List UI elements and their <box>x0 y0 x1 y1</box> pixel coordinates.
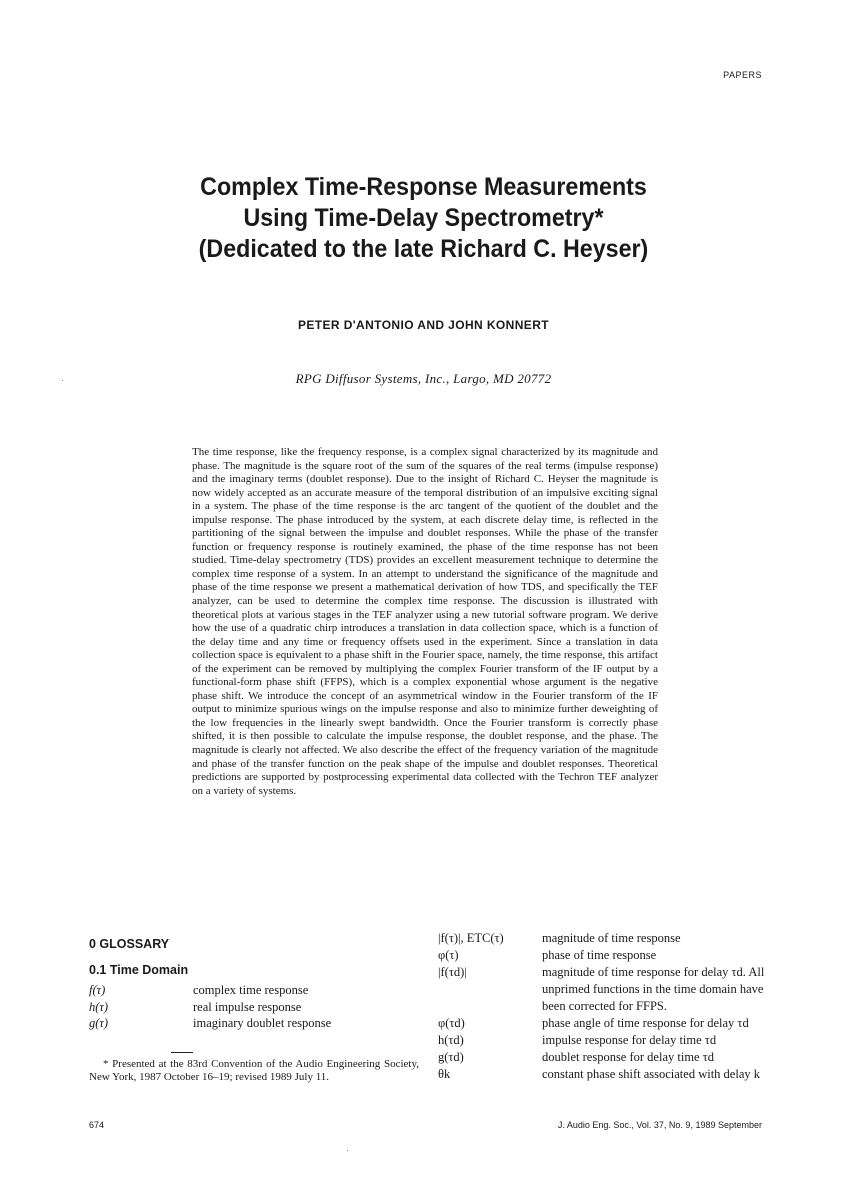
glossary-subheading: 0.1 Time Domain <box>89 963 189 977</box>
term-symbol: g(τd) <box>438 1050 464 1064</box>
paper-title <box>123 172 725 265</box>
glossary-left-column <box>89 982 389 1032</box>
term-symbol: |f(τd)| <box>438 965 467 979</box>
footnote: * Presented at the 83rd Convention of the Audio Engineering Society, New York, 1987 October 16–19; revised 1989 July 11. <box>89 1058 419 1083</box>
glossary-term <box>438 1015 765 1032</box>
glossary-term <box>438 964 765 1015</box>
scan-speck <box>347 1150 348 1151</box>
title-line: Using Time-Delay Spectrometry* <box>243 204 604 232</box>
glossary-term <box>438 1049 765 1066</box>
term-symbol: φ(τ) <box>438 948 459 962</box>
glossary-term <box>89 982 389 999</box>
term-definition: doublet response for delay time τd <box>542 1050 714 1064</box>
glossary-term <box>89 999 389 1016</box>
term-definition: complex time response <box>193 983 309 997</box>
term-definition: phase of time response <box>542 948 657 962</box>
scan-speck <box>62 380 63 381</box>
affiliation: RPG Diffusor Systems, Inc., Largo, MD 20772 <box>295 371 552 386</box>
footnote-rule <box>171 1052 193 1053</box>
term-definition: magnitude of time response for delay τd. All unprimed functions in the time domain have been corrected for FFPS. <box>542 965 765 1013</box>
journal-citation: J. Audio Eng. Soc., Vol. 37, No. 9, 1989 September <box>557 1120 762 1130</box>
term-symbol: f(τ) <box>89 983 106 997</box>
term-definition: magnitude of time response <box>542 931 681 945</box>
term-definition: constant phase shift associated with delay k <box>542 1067 760 1081</box>
term-symbol: g(τ) <box>89 1016 109 1030</box>
term-symbol: θk <box>438 1067 451 1081</box>
term-symbol: h(τ) <box>89 999 109 1014</box>
section-label: PAPERS <box>723 70 762 80</box>
term-definition: impulse response for delay time τd <box>542 1033 717 1047</box>
term-symbol: φ(τd) <box>438 1016 465 1030</box>
term-definition: phase angle of time response for delay τd <box>542 1016 749 1030</box>
glossary-term <box>89 1015 389 1032</box>
abstract: The time response, like the frequency response, is a complex signal characterized by its magnitude and phase. The magnitude is the square root of the sum of the squares of the real terms (impulse response) and the imaginary terms (doublet response). Due to the insight of Richard C. Heyser the magnitude is now widely accepted as an accurate measure of the temporal distribution of an impulsive exciting signal in a system. The phase of the time response is the arc tangent of the quotient of the doublet and the impulse response. The phase introduced by the system, at each discrete delay time, is reflected in the partitioning of the signal between the impulse and doublet responses. While the phase of the transfer function or frequency response is routinely examined, the phase of the time response has not been studied. Time-delay spectrometry (TDS) provides an excellent measurement technique to determine the complex time response of a system. In an attempt to understand the significance of the magnitude and phase of the time response we present a mathematical derivation of how TDS, and specifically the TEF analyzer, can be used to determine the complex time response. The discussion is illustrated with theoretical plots at various stages in the TEF analyzer using a new tutorial software program. We derive how the use of a quadratic chirp introduces a translation in data collection space, which is a function of the delay time and any time or frequency offsets used in the experiment. Since a translation in data collection space is equivalent to a phase shift in the Fourier space, namely, the time response, this artifact of the experiment can be removed by multiplying the complex Fourier transform of the IF output by a functional-form phase shift (FFPS), which is a complex exponential whose argument is the negative phase shift. We introduce the concept of an asymmetrical window in the Fourier transform of the IF output to minimize spurious wings on the impulse response and also to minimize further deweighting of the low frequencies in the linearly swept bandwidth. Once the Fourier transform is correctly phase shifted, it is then possible to calculate the impulse response, the doublet response, and the phase. The magnitude is clearly not affected. We also describe the effect of the frequency variation of the magnitude and phase of the transfer function on the peak shape of the impulse and doublet responses. Theoretical predictions are supported by postprocessing experimental data collected with the Techron TEF analyzer on a variety of systems. <box>192 446 658 797</box>
title-dedication: (Dedicated to the late Richard C. Heyser) <box>198 235 649 263</box>
glossary-term <box>438 947 765 964</box>
author-list: PETER D'ANTONIO AND JOHN KONNERT <box>297 318 549 332</box>
glossary-heading: 0 GLOSSARY <box>89 937 170 951</box>
glossary-term <box>438 930 765 947</box>
term-definition: imaginary doublet response <box>193 1016 332 1030</box>
term-symbol: h(τd) <box>438 1033 464 1047</box>
term-definition: real impulse response <box>193 999 302 1014</box>
glossary-right-column <box>438 930 765 1083</box>
glossary-term <box>438 1032 765 1049</box>
page-number: 674 <box>89 1120 105 1130</box>
term-symbol: |f(τ)|, ETC(τ) <box>438 931 504 945</box>
glossary-term <box>438 1066 765 1083</box>
title-line: Complex Time-Response Measurements <box>200 173 647 201</box>
